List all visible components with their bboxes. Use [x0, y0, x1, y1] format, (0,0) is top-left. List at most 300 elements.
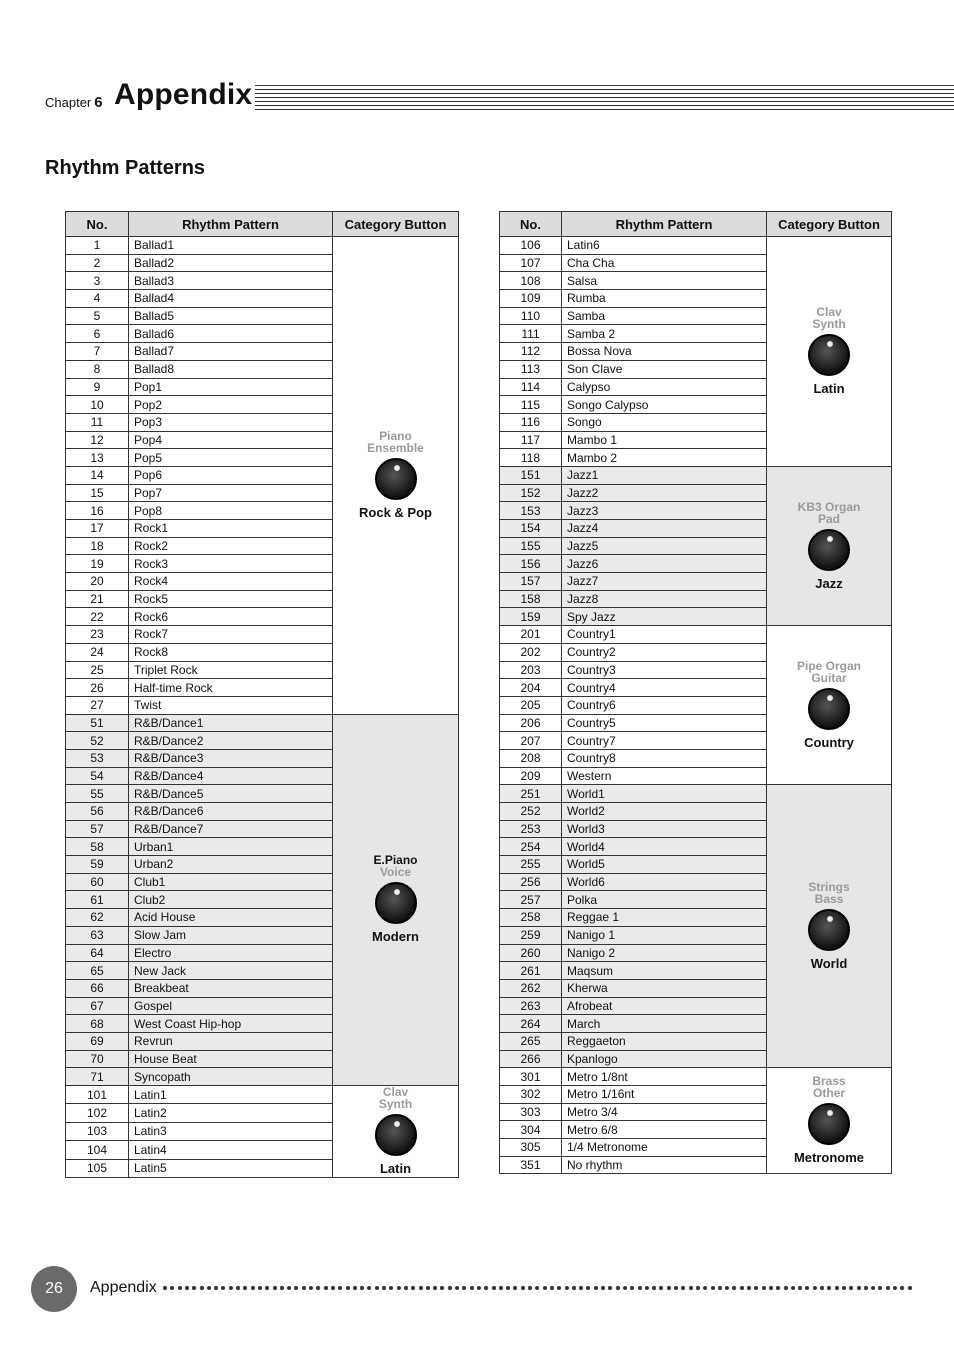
pattern-number: 26: [66, 679, 129, 697]
pattern-number: 70: [66, 1050, 129, 1068]
pattern-name: March: [562, 1015, 767, 1033]
leader-dot: [258, 1286, 262, 1290]
pattern-number: 151: [500, 466, 562, 484]
leader-dot: [805, 1286, 809, 1290]
pattern-number: 103: [66, 1122, 129, 1140]
knob-button-icon[interactable]: [375, 882, 417, 924]
category-button-cell: [333, 1086, 459, 1178]
pattern-name: Songo Calypso: [562, 396, 767, 414]
pattern-name: Latin5: [129, 1159, 333, 1177]
pattern-name: Bossa Nova: [562, 343, 767, 361]
chapter-word: Chapter: [45, 95, 92, 110]
pattern-number: 258: [500, 909, 562, 927]
pattern-name: Country7: [562, 732, 767, 750]
pattern-name: Pop6: [129, 466, 333, 484]
chapter-number: 6: [94, 94, 103, 111]
pattern-number: 154: [500, 520, 562, 538]
pattern-number: 12: [66, 431, 129, 449]
table-row: [500, 626, 892, 644]
category-selected-label: E.Piano: [373, 853, 418, 868]
pattern-number: 304: [500, 1121, 562, 1139]
pattern-number: 59: [66, 856, 129, 874]
pattern-name: Ballad5: [129, 307, 333, 325]
category-button-cell: [333, 237, 459, 715]
leader-dot: [586, 1286, 590, 1290]
leader-dot: [419, 1286, 423, 1290]
leader-dot: [638, 1286, 642, 1290]
leader-dot: [776, 1286, 780, 1290]
pattern-number: 262: [500, 979, 562, 997]
category-button[interactable]: [767, 881, 891, 972]
leader-dot: [827, 1286, 831, 1290]
pattern-number: 253: [500, 820, 562, 838]
pattern-name: House Beat: [129, 1050, 333, 1068]
pattern-name: Country4: [562, 679, 767, 697]
table-row: [66, 237, 459, 255]
pattern-number: 69: [66, 1032, 129, 1050]
pattern-number: 6: [66, 325, 129, 343]
pattern-number: 2: [66, 254, 129, 272]
pattern-number: 51: [66, 714, 129, 732]
leader-dot: [835, 1286, 839, 1290]
leader-dot: [703, 1286, 707, 1290]
pattern-number: 55: [66, 785, 129, 803]
pattern-name: Rock8: [129, 643, 333, 661]
pattern-number: 254: [500, 838, 562, 856]
pattern-number: 265: [500, 1032, 562, 1050]
col-header-pattern: Rhythm Pattern: [562, 212, 767, 237]
pattern-name: World2: [562, 803, 767, 821]
pattern-number: 201: [500, 626, 562, 644]
category-name: Metronome: [793, 1150, 865, 1166]
pattern-name: Acid House: [129, 909, 333, 927]
pattern-number: 111: [500, 325, 562, 343]
pattern-name: Latin2: [129, 1104, 333, 1122]
pattern-name: Pop4: [129, 431, 333, 449]
pattern-name: World3: [562, 820, 767, 838]
category-button[interactable]: [333, 1086, 458, 1177]
leader-dot: [506, 1286, 510, 1290]
leader-dot: [769, 1286, 773, 1290]
pattern-number: 11: [66, 413, 129, 431]
knob-button-icon[interactable]: [375, 458, 417, 500]
category-voice-label: Strings: [808, 879, 850, 894]
pattern-number: 208: [500, 749, 562, 767]
leader-dot: [338, 1286, 342, 1290]
leader-dot: [316, 1286, 320, 1290]
pattern-number: 57: [66, 820, 129, 838]
leader-dot: [221, 1286, 225, 1290]
pattern-number: 157: [500, 573, 562, 591]
pattern-number: 62: [66, 909, 129, 927]
pattern-number: 15: [66, 484, 129, 502]
pattern-number: 301: [500, 1068, 562, 1086]
col-header-category: Category Button: [333, 212, 459, 237]
pattern-name: Songo: [562, 413, 767, 431]
leader-dot: [674, 1286, 678, 1290]
leader-dot: [360, 1286, 364, 1290]
knob-button-icon[interactable]: [808, 334, 850, 376]
pattern-name: World1: [562, 785, 767, 803]
pattern-number: 202: [500, 643, 562, 661]
leader-dot: [294, 1286, 298, 1290]
leader-dot: [178, 1286, 182, 1290]
leader-dot: [696, 1286, 700, 1290]
pattern-number: 302: [500, 1086, 562, 1104]
pattern-number: 158: [500, 590, 562, 608]
category-voice-label-2: Guitar: [811, 670, 847, 685]
category-button-cell: [767, 1068, 892, 1174]
pattern-number: 206: [500, 714, 562, 732]
pattern-number: 61: [66, 891, 129, 909]
leader-dot: [608, 1286, 612, 1290]
category-voice-label-2: Pad: [817, 511, 840, 526]
pattern-number: 205: [500, 696, 562, 714]
pattern-name: Maqsum: [562, 962, 767, 980]
pattern-name: Urban2: [129, 856, 333, 874]
pattern-number: 152: [500, 484, 562, 502]
pattern-name: Mambo 1: [562, 431, 767, 449]
pattern-name: Syncopath: [129, 1068, 333, 1086]
leader-dot: [864, 1286, 868, 1290]
category-voice-label: Clav: [816, 304, 842, 319]
pattern-number: 67: [66, 997, 129, 1015]
leader-dot: [455, 1286, 459, 1290]
pattern-name: Rock5: [129, 590, 333, 608]
pattern-number: 58: [66, 838, 129, 856]
leader-dot: [762, 1286, 766, 1290]
pattern-name: Samba 2: [562, 325, 767, 343]
category-name: Modern: [372, 929, 419, 945]
pattern-name: Triplet Rock: [129, 661, 333, 679]
knob-button-icon[interactable]: [808, 688, 850, 730]
pattern-number: 60: [66, 873, 129, 891]
pattern-number: 110: [500, 307, 562, 325]
pattern-number: 20: [66, 573, 129, 591]
leader-dot: [404, 1286, 408, 1290]
category-voice-label-2: Other: [812, 1086, 845, 1101]
knob-button-icon[interactable]: [808, 909, 850, 951]
pattern-name: Half-time Rock: [129, 679, 333, 697]
category-button[interactable]: [767, 501, 891, 592]
leader-dot: [871, 1286, 875, 1290]
pattern-name: Afrobeat: [562, 997, 767, 1015]
pattern-number: 21: [66, 590, 129, 608]
category-button[interactable]: [767, 1075, 891, 1166]
pattern-number: 259: [500, 926, 562, 944]
leader-dot: [513, 1286, 517, 1290]
leader-dot: [367, 1286, 371, 1290]
leader-dot: [711, 1286, 715, 1290]
leader-dot: [462, 1286, 466, 1290]
pattern-number: 102: [66, 1104, 129, 1122]
pattern-name: World4: [562, 838, 767, 856]
leader-dot: [579, 1286, 583, 1290]
pattern-name: Metro 1/8nt: [562, 1068, 767, 1086]
leader-dot: [470, 1286, 474, 1290]
pattern-number: 117: [500, 431, 562, 449]
pattern-number: 18: [66, 537, 129, 555]
pattern-number: 24: [66, 643, 129, 661]
category-name: Jazz: [815, 575, 843, 591]
leader-dot: [857, 1286, 861, 1290]
pattern-name: Rock7: [129, 626, 333, 644]
pattern-name: Ballad8: [129, 360, 333, 378]
pattern-number: 7: [66, 343, 129, 361]
leader-dot: [791, 1286, 795, 1290]
pattern-name: Rock4: [129, 573, 333, 591]
category-button-cell: [767, 626, 892, 785]
pattern-name: Jazz3: [562, 502, 767, 520]
leader-dot: [616, 1286, 620, 1290]
leader-dot: [557, 1286, 561, 1290]
category-voice-label: Voice: [379, 865, 412, 880]
pattern-name: Country8: [562, 749, 767, 767]
pattern-name: Rock6: [129, 608, 333, 626]
pattern-number: 3: [66, 272, 129, 290]
leader-dot: [499, 1286, 503, 1290]
leader-dot: [287, 1286, 291, 1290]
pattern-name: Pop8: [129, 502, 333, 520]
pattern-name: Kherwa: [562, 979, 767, 997]
category-voice-label: KB3 Organ: [797, 499, 861, 514]
pattern-name: Mambo 2: [562, 449, 767, 467]
table-row: [66, 1086, 459, 1104]
leader-dot: [725, 1286, 729, 1290]
pattern-name: Jazz6: [562, 555, 767, 573]
leader-dot: [185, 1286, 189, 1290]
pattern-name: Reggaeton: [562, 1032, 767, 1050]
pattern-number: 65: [66, 962, 129, 980]
pattern-name: Kpanlogo: [562, 1050, 767, 1068]
leader-dot: [798, 1286, 802, 1290]
leader-dot: [900, 1286, 904, 1290]
pattern-number: 116: [500, 413, 562, 431]
pattern-name: Gospel: [129, 997, 333, 1015]
footer-dot-leader: [163, 1280, 913, 1300]
category-name: Country: [804, 734, 854, 750]
pattern-number: 105: [66, 1159, 129, 1177]
footer-label: Appendix: [90, 1279, 157, 1296]
leader-dot: [251, 1286, 255, 1290]
leader-dot: [543, 1286, 547, 1290]
category-button-cell: [333, 714, 459, 1085]
leader-dot: [550, 1286, 554, 1290]
pattern-name: Jazz1: [562, 466, 767, 484]
pattern-number: 107: [500, 254, 562, 272]
pattern-number: 25: [66, 661, 129, 679]
leader-dot: [192, 1286, 196, 1290]
knob-button-icon[interactable]: [808, 1103, 850, 1145]
pattern-number: 52: [66, 732, 129, 750]
category-button-cell: [767, 237, 892, 467]
pattern-name: Pop1: [129, 378, 333, 396]
pattern-name: Pop5: [129, 449, 333, 467]
pattern-number: 203: [500, 661, 562, 679]
category-voice-label: Pipe Organ: [796, 658, 861, 673]
leader-dot: [229, 1286, 233, 1290]
pattern-number: 303: [500, 1103, 562, 1121]
chapter-label: [45, 94, 103, 111]
pattern-number: 63: [66, 926, 129, 944]
pattern-name: R&B/Dance2: [129, 732, 333, 750]
pattern-name: Jazz2: [562, 484, 767, 502]
pattern-name: Slow Jam: [129, 926, 333, 944]
pattern-number: 108: [500, 272, 562, 290]
leader-dot: [477, 1286, 481, 1290]
pattern-number: 16: [66, 502, 129, 520]
pattern-number: 104: [66, 1141, 129, 1159]
pattern-number: 53: [66, 749, 129, 767]
pattern-name: Reggae 1: [562, 909, 767, 927]
leader-dot: [623, 1286, 627, 1290]
leader-dot: [886, 1286, 890, 1290]
pattern-number: 17: [66, 520, 129, 538]
pattern-name: Jazz4: [562, 520, 767, 538]
pattern-name: Calypso: [562, 378, 767, 396]
pattern-number: 109: [500, 290, 562, 308]
page-number: 26: [31, 1266, 77, 1312]
category-button[interactable]: [767, 306, 891, 397]
pattern-number: 1: [66, 237, 129, 255]
pattern-name: Revrun: [129, 1032, 333, 1050]
col-header-category: Category Button: [767, 212, 892, 237]
pattern-number: 256: [500, 873, 562, 891]
leader-dot: [667, 1286, 671, 1290]
category-button[interactable]: [767, 660, 891, 751]
pattern-number: 22: [66, 608, 129, 626]
table-row: [66, 714, 459, 732]
pattern-name: West Coast Hip-hop: [129, 1015, 333, 1033]
pattern-name: No rhythm: [562, 1156, 767, 1174]
pattern-name: Country5: [562, 714, 767, 732]
pattern-number: 264: [500, 1015, 562, 1033]
leader-dot: [440, 1286, 444, 1290]
leader-dot: [689, 1286, 693, 1290]
pattern-number: 204: [500, 679, 562, 697]
pattern-number: 64: [66, 944, 129, 962]
pattern-name: Metro 1/16nt: [562, 1086, 767, 1104]
pattern-number: 8: [66, 360, 129, 378]
pattern-name: New Jack: [129, 962, 333, 980]
pattern-name: Polka: [562, 891, 767, 909]
pattern-number: 19: [66, 555, 129, 573]
col-header-pattern: Rhythm Pattern: [129, 212, 333, 237]
leader-dot: [353, 1286, 357, 1290]
knob-button-icon[interactable]: [375, 1114, 417, 1156]
pattern-name: Ballad6: [129, 325, 333, 343]
category-button[interactable]: [333, 854, 458, 945]
pattern-name: Latin6: [562, 237, 767, 255]
leader-dot: [484, 1286, 488, 1290]
leader-dot: [601, 1286, 605, 1290]
pattern-name: Ballad2: [129, 254, 333, 272]
leader-dot: [630, 1286, 634, 1290]
pattern-name: R&B/Dance3: [129, 749, 333, 767]
pattern-number: 23: [66, 626, 129, 644]
pattern-name: Son Clave: [562, 360, 767, 378]
category-name: World: [810, 955, 848, 971]
pattern-name: Jazz5: [562, 537, 767, 555]
pattern-name: Nanigo 1: [562, 926, 767, 944]
leader-dot: [214, 1286, 218, 1290]
pattern-name: World6: [562, 873, 767, 891]
pattern-name: Pop3: [129, 413, 333, 431]
section-title: Rhythm Patterns: [45, 157, 206, 179]
pattern-name: Latin4: [129, 1141, 333, 1159]
leader-dot: [433, 1286, 437, 1290]
pattern-name: Twist: [129, 696, 333, 714]
pattern-name: R&B/Dance7: [129, 820, 333, 838]
leader-dot: [346, 1286, 350, 1290]
leader-dot: [784, 1286, 788, 1290]
leader-dot: [243, 1286, 247, 1290]
pattern-number: 9: [66, 378, 129, 396]
page-title: Appendix: [114, 78, 253, 111]
category-voice-label-2: Synth: [812, 316, 846, 331]
pattern-number: 106: [500, 237, 562, 255]
pattern-number: 113: [500, 360, 562, 378]
pattern-name: Jazz7: [562, 573, 767, 591]
pattern-name: R&B/Dance5: [129, 785, 333, 803]
pattern-number: 14: [66, 466, 129, 484]
pattern-name: Pop7: [129, 484, 333, 502]
leader-dot: [324, 1286, 328, 1290]
pattern-name: Salsa: [562, 272, 767, 290]
leader-dot: [594, 1286, 598, 1290]
pattern-name: 1/4 Metronome: [562, 1139, 767, 1157]
leader-dot: [200, 1286, 204, 1290]
pattern-number: 251: [500, 785, 562, 803]
pattern-number: 66: [66, 979, 129, 997]
pattern-number: 207: [500, 732, 562, 750]
leader-dot: [528, 1286, 532, 1290]
leader-dot: [382, 1286, 386, 1290]
category-name: Latin: [813, 380, 845, 396]
leader-dot: [820, 1286, 824, 1290]
leader-dot: [331, 1286, 335, 1290]
leader-dot: [492, 1286, 496, 1290]
pattern-name: Country2: [562, 643, 767, 661]
pattern-name: Metro 3/4: [562, 1103, 767, 1121]
table-row: [500, 785, 892, 803]
leader-dot: [754, 1286, 758, 1290]
pattern-name: R&B/Dance6: [129, 803, 333, 821]
rhythm-table-left: [65, 211, 459, 1178]
leader-dot: [448, 1286, 452, 1290]
pattern-name: R&B/Dance1: [129, 714, 333, 732]
leader-dot: [397, 1286, 401, 1290]
category-voice-label: Brass: [812, 1074, 846, 1089]
leader-dot: [170, 1286, 174, 1290]
leader-dot: [411, 1286, 415, 1290]
col-header-no: No.: [500, 212, 562, 237]
pattern-name: Western: [562, 767, 767, 785]
pattern-name: Rock2: [129, 537, 333, 555]
pattern-number: 153: [500, 502, 562, 520]
category-name: Rock & Pop: [359, 504, 432, 520]
pattern-number: 351: [500, 1156, 562, 1174]
leader-dot: [309, 1286, 313, 1290]
leader-dot: [236, 1286, 240, 1290]
leader-dot: [302, 1286, 306, 1290]
pattern-number: 159: [500, 608, 562, 626]
pattern-name: Country6: [562, 696, 767, 714]
knob-button-icon[interactable]: [808, 529, 850, 571]
table-row: [500, 1068, 892, 1086]
pattern-number: 266: [500, 1050, 562, 1068]
category-button[interactable]: [333, 430, 458, 521]
